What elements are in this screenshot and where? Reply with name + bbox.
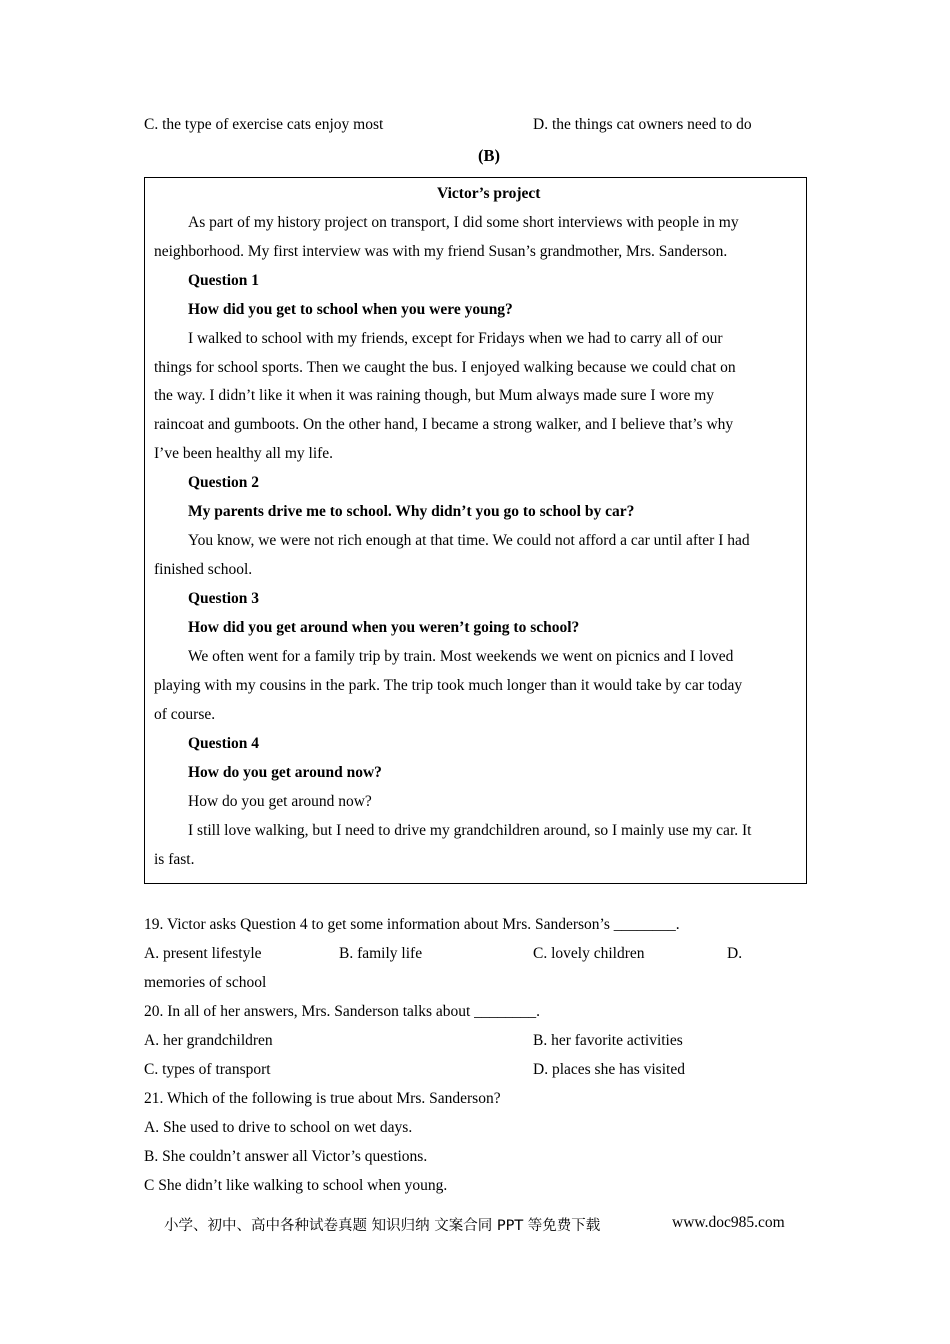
answer-1-line: raincoat and gumboots. On the other hand, I became a strong walker, and I believe that’s why <box>154 416 734 433</box>
question-3-text: How did you get around when you weren’t going to school? <box>188 619 580 636</box>
q21-option-a: A. She used to drive to school on wet days. <box>144 1119 413 1136</box>
question-2-text: My parents drive me to school. Why didn’t you go to school by car? <box>188 503 635 520</box>
answer-1-line: I’ve been healthy all my life. <box>154 445 334 462</box>
q19-option-b: B. family life <box>339 945 423 962</box>
passage-title: Victor’s project <box>437 185 541 202</box>
footer-url[interactable]: www.doc985.com <box>672 1214 785 1231</box>
answer-2-line: finished school. <box>154 561 253 578</box>
q21-option-c: C She didn’t like walking to school when young. <box>144 1177 448 1194</box>
answer-1-line: the way. I didn’t like it when it was raining though, but Mum always made sure I wore my <box>154 387 715 404</box>
q21-option-b: B. She couldn’t answer all Victor’s questions. <box>144 1148 428 1165</box>
footer-text: 小学、初中、高中各种试卷真题 知识归纳 文案合同 PPT 等免费下载 <box>164 1218 601 1234</box>
q19-option-c: C. lovely children <box>533 945 645 962</box>
q21-stem: 21. Which of the following is true about Mrs. Sanderson? <box>144 1090 501 1107</box>
question-4-label: Question 4 <box>188 735 260 752</box>
q20-option-c: C. types of transport <box>144 1061 271 1078</box>
question-1-label: Question 1 <box>188 272 260 289</box>
answer-4-line: is fast. <box>154 851 195 868</box>
q20-option-a: A. her grandchildren <box>144 1032 273 1049</box>
passage-intro-line: As part of my history project on transport, I did some short interviews with people in my <box>188 214 739 231</box>
answer-2-line: You know, we were not rich enough at that time. We could not afford a car until after I had <box>188 532 750 549</box>
q20-option-d: D. places she has visited <box>533 1061 685 1078</box>
q19-option-a: A. present lifestyle <box>144 945 262 962</box>
question-4-repeat: How do you get around now? <box>188 793 372 810</box>
question-2-label: Question 2 <box>188 474 260 491</box>
answer-3-line: playing with my cousins in the park. The trip took much longer than it would take by car today <box>154 677 743 694</box>
question-4-text: How do you get around now? <box>188 764 382 781</box>
q19-option-d-label: D. <box>727 945 743 962</box>
option-d-prev: D. the things cat owners need to do <box>533 116 752 133</box>
answer-1-line: things for school sports. Then we caught the bus. I enjoyed walking because we could chat on <box>154 359 736 376</box>
answer-1-line: I walked to school with my friends, except for Fridays when we had to carry all of our <box>188 330 723 347</box>
q19-option-d-text: memories of school <box>144 974 267 991</box>
q19-stem: 19. Victor asks Question 4 to get some information about Mrs. Sanderson’s ________. <box>144 916 680 933</box>
question-1-text: How did you get to school when you were young? <box>188 301 513 318</box>
section-label: (B) <box>478 146 500 165</box>
question-3-label: Question 3 <box>188 590 260 607</box>
option-c-prev: C. the type of exercise cats enjoy most <box>144 116 384 133</box>
answer-4-line: I still love walking, but I need to drive my grandchildren around, so I mainly use my car. It <box>188 822 752 839</box>
passage-intro-line: neighborhood. My first interview was with my friend Susan’s grandmother, Mrs. Sanderson. <box>154 243 728 260</box>
answer-3-line: We often went for a family trip by train. Most weekends we went on picnics and I loved <box>188 648 734 665</box>
q20-option-b: B. her favorite activities <box>533 1032 683 1049</box>
answer-3-line: of course. <box>154 706 216 723</box>
q20-stem: 20. In all of her answers, Mrs. Sanderson talks about ________. <box>144 1003 541 1020</box>
